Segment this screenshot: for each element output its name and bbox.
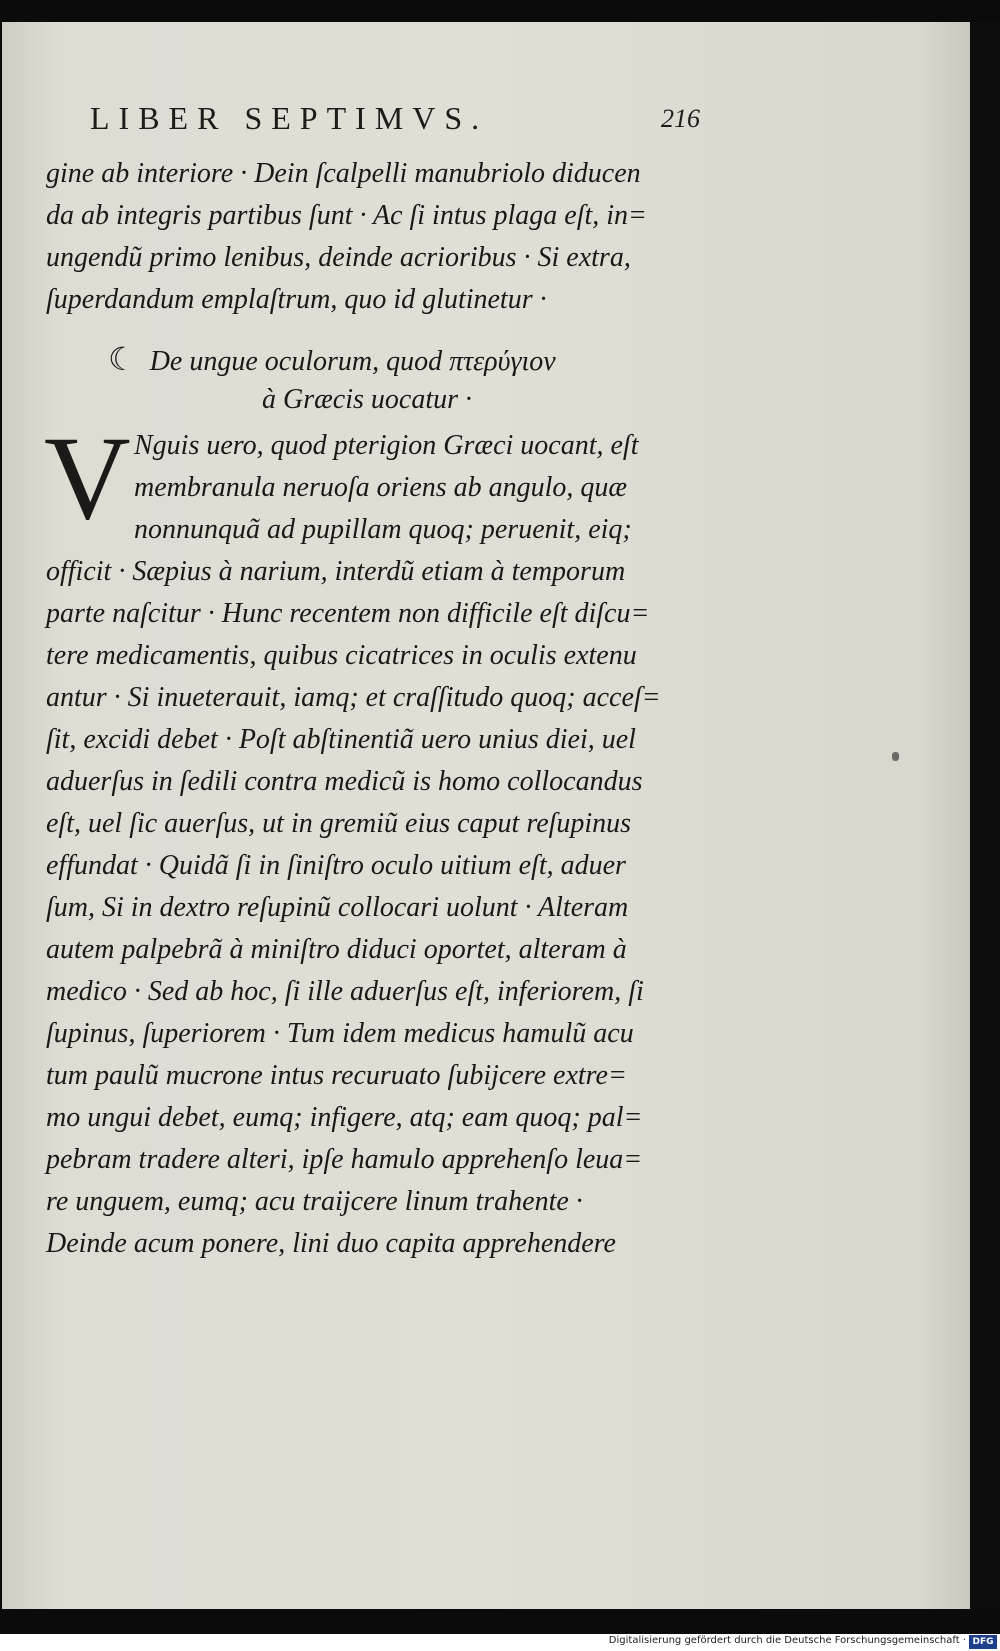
running-title: LIBER SEPTIMVS. xyxy=(90,100,489,136)
text-line: membranula neruoſa oriens ab angulo, quæ xyxy=(134,472,628,503)
rubric-line-1: De ungue oculorum, quod πτερύγιον xyxy=(149,346,556,377)
text-line: aduerſus in ſedili contra medicũ is homo collocandus xyxy=(46,766,643,797)
text-line: tere medicamentis, quibus cicatrices in oculis extenu xyxy=(46,640,637,671)
funding-credit: Digitalisierung gefördert durch die Deutsche Forschungsgemeinschaft · xyxy=(608,1635,966,1646)
text-line: Deinde acum ponere, lini duo capita apprehendere xyxy=(46,1228,616,1259)
page-shadow-edge xyxy=(970,22,1000,1609)
text-line: antur · Si inueterauit, iamq; et craſſitudo quoq; acceſ= xyxy=(46,682,661,713)
text-line: ſuperdandum emplaſtrum, quo id glutinetur · xyxy=(46,284,547,315)
text-line: re unguem, eumq; acu traijcere linum trahente · xyxy=(46,1186,583,1217)
rubric-line-2: à Græcis uocatur · xyxy=(262,384,472,415)
drop-cap-initial: V xyxy=(44,411,131,544)
text-line: eſt, uel ſic auerſus, ut in gremiũ eius caput reſupinus xyxy=(46,808,632,839)
text-line: medico · Sed ab hoc, ſi ille aduerſus eſt, inferiorem, ſi xyxy=(46,976,644,1007)
text-line: nonnunquã ad pupillam quoq; peruenit, eiq; xyxy=(134,514,632,545)
text-line: Nguis uero, quod pterigion Græci uocant, eſt xyxy=(134,430,639,461)
pilcrow-icon: ☾ xyxy=(108,341,137,377)
text-line: parte naſcitur · Hunc recentem non difficile eſt diſcu= xyxy=(46,598,650,629)
text-line: ſupinus, ſuperiorem · Tum idem medicus hamulũ acu xyxy=(46,1018,634,1049)
paper-speck xyxy=(892,752,899,761)
text-line: mo ungui debet, eumq; infigere, atq; eam quoq; pal= xyxy=(46,1102,643,1133)
text-line: tum paulũ mucrone intus recuruato ſubijcere extre= xyxy=(46,1060,627,1091)
text-line: da ab integris partibus ſunt · Ac ſi intus plaga eſt, in= xyxy=(46,200,647,231)
text-line: pebram tradere alteri, ipſe hamulo apprehenſo leua= xyxy=(46,1144,643,1175)
folio-number: 216 xyxy=(661,104,700,133)
digitization-footer xyxy=(0,1634,1000,1651)
page-header xyxy=(90,100,700,140)
text-line: ſum, Si in dextro reſupinũ collocari uolunt · Alteram xyxy=(46,892,629,923)
text-line: effundat · Quidã ſi in ſiniſtro oculo uitium eſt, aduer xyxy=(46,850,626,881)
text-line: ſit, excidi debet · Poſt abſtinentiã uero unius diei, uel xyxy=(46,724,636,755)
text-line: ungendũ primo lenibus, deinde acrioribus · Si extra, xyxy=(46,242,631,273)
text-line: gine ab interiore · Dein ſcalpelli manubriolo diducen xyxy=(46,158,641,189)
text-line: officit · Sæpius à narium, interdũ etiam à temporum xyxy=(46,556,626,587)
text-line: autem palpebrã à miniſtro diduci oportet, alteram à xyxy=(46,934,627,965)
dfg-logo: DFG xyxy=(969,1635,997,1649)
section-rubric xyxy=(108,340,556,378)
